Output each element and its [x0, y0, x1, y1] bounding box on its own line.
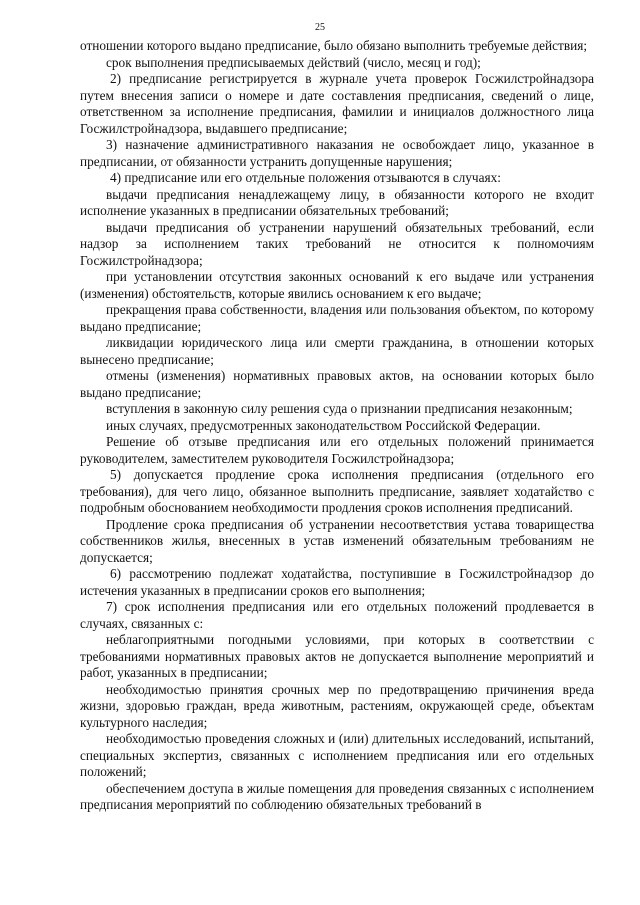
page-number: 25 — [315, 22, 325, 33]
paragraph-case-no-grounds: при установлении отсутствия законных оснований к его выдаче или устранения (изменения) обстоятельств, которые явились основанием к его выдаче; — [80, 269, 594, 301]
paragraph-case-other: иных случаях, предусмотренных законодательством Российской Федерации. — [106, 417, 541, 433]
paragraph-case-liquidation: ликвидации юридического лица или смерти гражданина, в отношении которых вынесено предписание; — [80, 335, 594, 367]
paragraph-item-5: 5) допускается продление срока исполнения предписания (отдельного его требования), для чего лицо, обязанное выполнить предписание, заявляет ходатайство с подробным обоснованием необходимости продления сроков исполнения предписаний. — [80, 467, 594, 515]
paragraph-item-3: 3) назначение административного наказания не освобождает лицо, указанное в предписании, от обязанности устранить допущенные нарушения; — [80, 137, 594, 169]
paragraph-extension-prohibited: Продление срока предписания об устранении несоответствия устава товарищества собственников жилья, внесенных в устав изменений обязательным требованиям не допускается; — [80, 516, 594, 565]
paragraph-reason-research: необходимостью проведения сложных и (или) длительных исследований, испытаний, специальных экспертиз, связанных с исполнением предписания или его отдельных положений; — [80, 731, 594, 779]
paragraph-case-outside-authority: выдачи предписания об устранении нарушений обязательных требований, если надзор за исполнением таких требований не относится к полномочиям Госжилстройнадзора; — [80, 219, 594, 268]
paragraph-item-4: 4) предписание или его отдельные положения отзываются в случаях: — [110, 170, 501, 185]
paragraph-reason-weather: неблагоприятными погодными условиями, при которых в соответствии с требованиями нормативных правовых актов не допускается выполнение мероприятий и работ, указанных в предписании; — [80, 632, 594, 680]
paragraph-item-6: 6) рассмотрению подлежат ходатайства, поступившие в Госжилстройнадзор до истечения указанных в предписании сроков его выполнения; — [80, 566, 594, 598]
paragraph-deadline: срок выполнения предписываемых действий (число, месяц и год); — [106, 54, 481, 70]
paragraph-case-improper-person: выдачи предписания ненадлежащему лицу, в обязанности которого не входит исполнение указанных в предписании обязательных требований; — [80, 186, 594, 218]
document-body — [80, 38, 594, 814]
paragraph-item-2: 2) предписание регистрируется в журнале учета проверок Госжилстройнадзора путем внесения записи о номере и дате составления предписания, сведений о лице, ответственном за исполнение предписания, фамилии и инициалов должностного лица Госжилстройнадзора, выдавшего предписание; — [80, 71, 594, 136]
paragraph-continuation: отношении которого выдано предписание, было обязано выполнить требуемые действия; — [80, 38, 588, 53]
paragraph-case-court-decision: вступления в законную силу решения суда о признании предписания незаконным; — [106, 401, 573, 416]
paragraph-item-7: 7) срок исполнения предписания или его отдельных положений продлевается в случаях, связанных с: — [80, 599, 594, 631]
paragraph-case-ownership-ended: прекращения права собственности, владения или пользования объектом, по которому выдано предписание; — [80, 302, 594, 334]
paragraph-reason-urgent-measures: необходимостью принятия срочных мер по предотвращению причинения вреда жизни, здоровью граждан, вреда животным, растениям, окружающей среде, объектам культурного наследия; — [80, 681, 594, 730]
paragraph-case-acts-cancelled: отмены (изменения) нормативных правовых актов, на основании которых было выдано предписание; — [80, 368, 594, 400]
paragraph-revocation-decision: Решение об отзыве предписания или его отдельных положений принимается руководителем, заместителем руководителя Госжилстройнадзора; — [80, 434, 594, 466]
paragraph-reason-access: обеспечением доступа в жилые помещения для проведения связанных с исполнением предписания мероприятий по соблюдению обязательных требований в — [80, 780, 594, 812]
